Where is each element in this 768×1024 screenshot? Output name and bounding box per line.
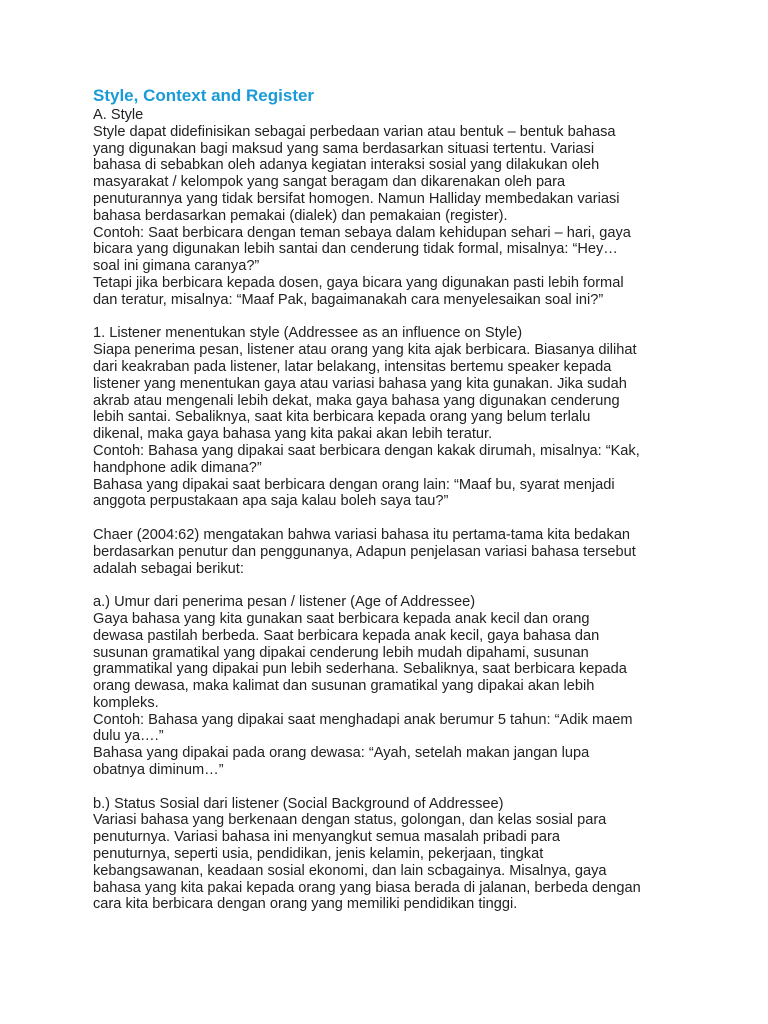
text-line: masyarakat / kelompok yang sangat beragam dan dikarenakan oleh para: [93, 174, 566, 191]
text-line: listener yang menentukan gaya atau variasi bahasa yang kita gunakan. Jika sudah: [93, 375, 627, 392]
text-line: lebih santai. Sebaliknya, saat kita berbicara kepada orang yang belum terlalu: [93, 409, 591, 426]
text-section: [93, 107, 683, 309]
text-line: kompleks.: [93, 694, 159, 711]
text-line: anggota perpustakaan apa saja kalau boleh saya tau?”: [93, 493, 449, 510]
text-line: penuturannya yang tidak bersifat homogen. Namun Halliday membedakan variasi: [93, 190, 620, 207]
text-line: Style dapat didefinisikan sebagai perbedaan varian atau bentuk – bentuk bahasa: [93, 123, 616, 140]
text-line: Chaer (2004:62) mengatakan bahwa variasi bahasa itu pertama-tama kita bedakan: [93, 526, 631, 543]
text-line: Bahasa yang dipakai saat berbicara dengan orang lain: “Maaf bu, syarat menjadi: [93, 476, 615, 493]
text-section: [93, 325, 683, 510]
text-line: berdasarkan penutur dan penggunanya, Adapun penjelasan variasi bahasa tersebut: [93, 543, 636, 560]
text-line: akrab atau mengenali lebih dekat, maka gaya bahasa yang digunakan cenderung: [93, 392, 620, 409]
text-line: Contoh: Saat berbicara dengan teman sebaya dalam kehidupan sehari – hari, gaya: [93, 224, 631, 241]
text-section: [93, 527, 683, 577]
text-line: b.) Status Sosial dari listener (Social Background of Addressee): [93, 795, 504, 812]
paragraph-gap: [93, 510, 683, 527]
text-line: bahasa berdasarkan pemakai (dialek) dan pemakaian (register).: [93, 207, 508, 224]
text-section: [93, 796, 683, 914]
paragraph-gap: [93, 577, 683, 594]
text-line: cara kita berbicara dengan orang yang memiliki pendidikan tinggi.: [93, 896, 518, 913]
paragraph-gap: [93, 309, 683, 326]
text-line: 1. Listener menentukan style (Addressee as an influence on Style): [93, 325, 523, 342]
text-line: A. Style: [93, 107, 144, 123]
text-line: yang digunakan bagi maksud yang sama berdasarkan situasi tertentu. Variasi: [93, 140, 595, 157]
document-body: [93, 107, 683, 913]
text-line: dan teratur, misalnya: “Maaf Pak, bagaimanakah cara menyelesaikan soal ini?”: [93, 291, 604, 308]
text-line: Contoh: Bahasa yang dipakai saat menghadapi anak berumur 5 tahun: “Adik maem: [93, 711, 633, 728]
text-line: dikenal, maka gaya bahasa yang kita pakai akan lebih teratur.: [93, 426, 493, 443]
text-line: bahasa di sebabkan oleh adanya kegiatan interaksi sosial yang dilakukan oleh: [93, 157, 600, 174]
text-line: penuturnya, seperti usia, pendidikan, jenis kelamin, pekerjaan, tingkat: [93, 846, 544, 863]
text-line: adalah sebagai berikut:: [93, 560, 244, 577]
text-line: Siapa penerima pesan, listener atau orang yang kita ajak berbicara. Biasanya dilihat: [93, 342, 637, 359]
text-line: penuturnya. Variasi bahasa ini menyangkut semua masalah pribadi para: [93, 829, 561, 846]
text-line: Contoh: Bahasa yang dipakai saat berbicara dengan kakak dirumah, misalnya: “Kak,: [93, 442, 640, 459]
text-section: [93, 594, 683, 779]
text-line: obatnya diminum…”: [93, 762, 224, 779]
text-line: grammatikal yang dipakai pun lebih sederhana. Sebaliknya, saat berbicara kepada: [93, 661, 627, 678]
text-line: bahasa yang kita pakai kepada orang yang biasa berada di jalanan, berbeda dengan: [93, 879, 641, 896]
text-line: Gaya bahasa yang kita gunakan saat berbicara kepada anak kecil dan orang: [93, 610, 590, 627]
text-line: a.) Umur dari penerima pesan / listener (Age of Addressee): [93, 594, 476, 611]
paragraph-gap: [93, 779, 683, 796]
text-line: dari keakraban pada listener, latar belakang, intensitas bertemu speaker kepada: [93, 358, 612, 375]
text-line: soal ini gimana caranya?”: [93, 258, 260, 275]
text-line: Tetapi jika berbicara kepada dosen, gaya bicara yang digunakan pasti lebih formal: [93, 274, 624, 291]
text-line: Variasi bahasa yang berkenaan dengan status, golongan, dan kelas sosial para: [93, 812, 607, 829]
text-line: susunan gramatikal yang dipakai cenderung lebih mudah dipahami, susunan: [93, 644, 589, 661]
text-line: Bahasa yang dipakai pada orang dewasa: “Ayah, setelah makan jangan lupa: [93, 745, 590, 762]
text-line: kebangsawanan, keadaan sosial ekonomi, dan lain scbagainya. Misalnya, gaya: [93, 862, 607, 879]
document-page: [93, 86, 683, 913]
text-line: dulu ya….”: [93, 728, 164, 745]
text-line: dewasa pastilah berbeda. Saat berbicara kepada anak kecil, gaya bahasa dan: [93, 627, 600, 644]
text-line: handphone adik dimana?”: [93, 459, 262, 476]
text-line: orang dewasa, maka kalimat dan susunan gramatikal yang dipakai akan lebih: [93, 678, 595, 695]
text-line: bicara yang digunakan lebih santai dan cenderung tidak formal, misalnya: “Hey…: [93, 241, 618, 258]
document-title: Style, Context and Register: [93, 86, 315, 105]
